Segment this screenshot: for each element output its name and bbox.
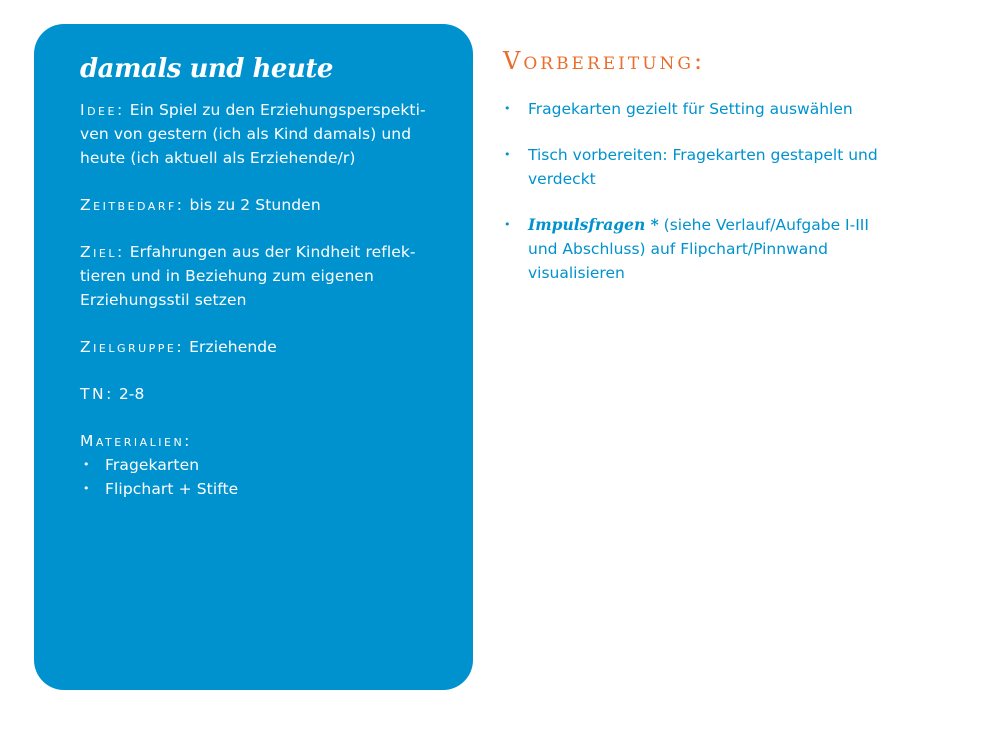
zielgruppe-field — [80, 335, 443, 359]
materialien-label: Materialien: — [80, 432, 192, 450]
vorbereitung-item-2: Tisch vorbereiten: Fragekarten gestapelt und verdeckt — [528, 146, 878, 188]
zeitbedarf-field — [80, 193, 443, 217]
tn-label: TN: — [80, 385, 114, 403]
materialien-field — [80, 429, 443, 501]
list-item — [503, 143, 898, 191]
materialien-list — [80, 453, 443, 501]
zeitbedarf-text: bis zu 2 Stunden — [184, 196, 321, 214]
ziel-field — [80, 240, 430, 312]
tn-field — [80, 382, 443, 406]
bullet-icon: • — [504, 218, 511, 231]
materialien-item-label: Flipchart + Stifte — [105, 480, 239, 498]
list-item — [503, 213, 878, 285]
idee-field — [80, 98, 442, 170]
vorbereitung-item-1: Fragekarten gezielt für Setting auswählen — [528, 100, 853, 118]
list-item — [80, 477, 443, 501]
list-item — [503, 97, 943, 121]
vorbereitung-item-3: (siehe Verlauf/Aufgabe I-III und Abschluss) auf Flipchart/Pinnwand visualisieren — [528, 216, 869, 282]
tn-text: 2-8 — [113, 385, 145, 403]
idee-label: Idee: — [80, 101, 125, 119]
bullet-icon: • — [504, 102, 511, 115]
materialien-item-label: Fragekarten — [105, 456, 200, 474]
vorbereitung-list — [503, 97, 943, 285]
vorbereitung-heading: Vorbereitung: — [503, 47, 706, 75]
zeitbedarf-label: Zeitbedarf: — [80, 196, 185, 214]
bullet-icon: • — [83, 458, 90, 471]
list-item — [80, 453, 443, 477]
vorbereitung-section — [503, 46, 943, 307]
info-card — [34, 24, 473, 690]
impulsfragen-emphasis: Impulsfragen * — [528, 215, 659, 234]
idee-text: Ein Spiel zu den Erziehungsperspekti-ven von gestern (ich als Kind damals) und heute (ich aktuell als Erziehende/r) — [80, 101, 426, 167]
bullet-icon: • — [83, 482, 90, 495]
card-title: damals und heute — [80, 54, 333, 84]
zielgruppe-text: Erziehende — [184, 338, 277, 356]
ziel-label: Ziel: — [80, 243, 125, 261]
ziel-text: Erfahrungen aus der Kindheit reflek-tieren und in Beziehung zum eigenen Erziehungsstil setzen — [80, 243, 416, 309]
zielgruppe-label: Zielgruppe: — [80, 338, 185, 356]
bullet-icon: • — [504, 148, 511, 161]
